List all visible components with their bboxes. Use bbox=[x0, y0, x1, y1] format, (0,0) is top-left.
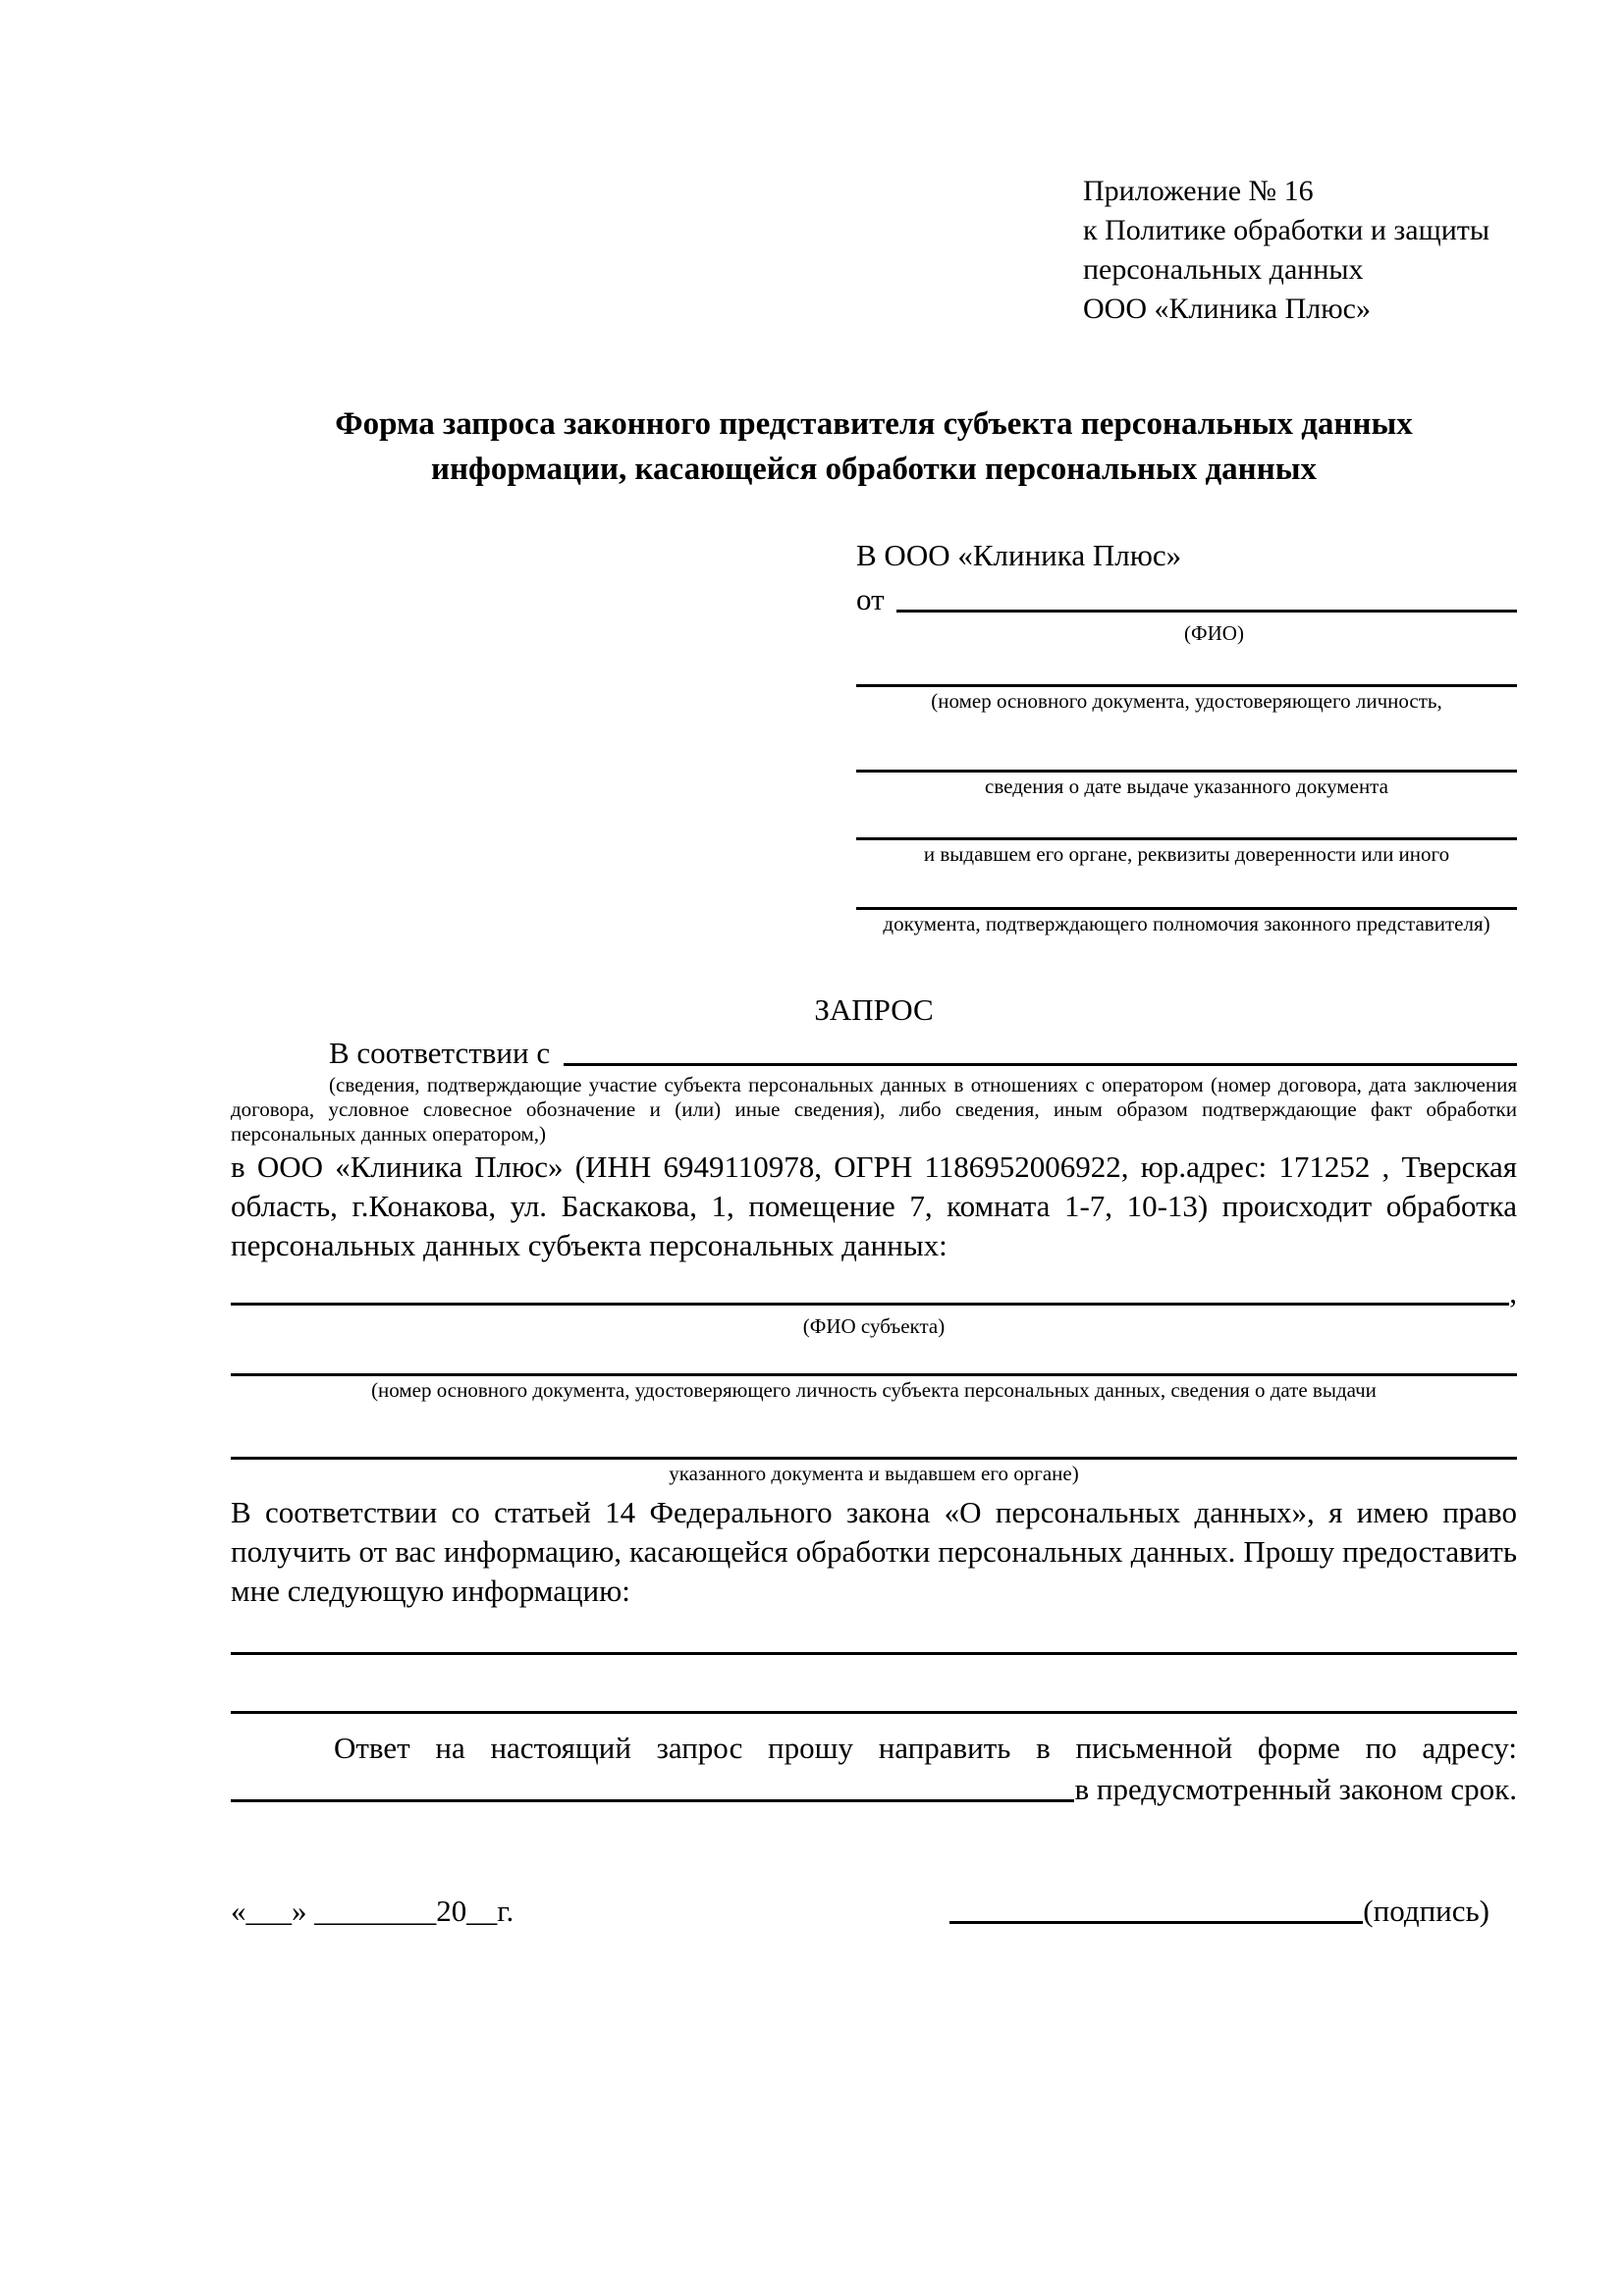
from-row bbox=[856, 580, 1517, 619]
law-paragraph: В соответствии со статьей 14 Федерального закона «О персональных данных», я имею право получить от вас информацию, касающейся обработки персональных данных. Прошу предоставить мне следующую информацию: bbox=[231, 1495, 1517, 1608]
info-blank-line-2 bbox=[231, 1711, 1517, 1714]
address-row bbox=[231, 1770, 1517, 1809]
subject-doc-blank-line-2 bbox=[231, 1457, 1517, 1460]
appendix-line-4: ООО «Клиника Плюс» bbox=[1083, 293, 1371, 325]
signature-group bbox=[949, 1892, 1489, 1931]
appendix-line-1: Приложение № 16 bbox=[1083, 175, 1314, 207]
fio-caption: (ФИО) bbox=[1184, 621, 1244, 645]
fine-print-note: (сведения, подтверждающие участие субъекта персональных данных в отношениях с оператором (номер договора, дата заключения договора, условное словесное обозначение и (или) иные сведения), либо сведения, иным образом подтверждающие факт обработки персональных данных оператором,) bbox=[231, 1073, 1517, 1146]
signature-blank-line bbox=[949, 1921, 1363, 1924]
address-blank-line bbox=[231, 1799, 1074, 1802]
subject-doc-caption-1: (номер основного документа, удостоверяющего личность субъекта персональных данных, сведения о дате выдачи bbox=[371, 1378, 1377, 1402]
info-blank-line-1 bbox=[231, 1652, 1517, 1655]
footer-row bbox=[231, 1892, 1517, 1931]
response-line: Ответ на настоящий запрос прошу направить в письменной форме по адресу: bbox=[334, 1731, 1517, 1765]
from-label: от bbox=[856, 582, 885, 616]
subject-fio-caption: (ФИО субъекта) bbox=[802, 1314, 946, 1338]
id-doc-blank-line-2 bbox=[856, 770, 1517, 773]
accordance-label: В соответствии с bbox=[329, 1036, 551, 1070]
accordance-blank-line bbox=[564, 1063, 1517, 1066]
id-doc-blank-line-3 bbox=[856, 837, 1517, 840]
document-title bbox=[231, 401, 1517, 492]
id-doc-caption-4: документа, подтверждающего полномочия законного представителя) bbox=[883, 912, 1490, 935]
id-doc-blank-line-4 bbox=[856, 907, 1517, 910]
subject-fio-row bbox=[231, 1273, 1517, 1312]
subject-doc-blank-line-1 bbox=[231, 1373, 1517, 1376]
appendix-line-2: к Политике обработки и защиты bbox=[1083, 214, 1490, 246]
id-doc-blank-line-1 bbox=[856, 684, 1517, 687]
document-title-line-2: информации, касающейся обработки персональных данных bbox=[431, 452, 1317, 487]
subject-fio-blank-line bbox=[231, 1303, 1509, 1306]
addressee-to: В ООО «Клиника Плюс» bbox=[856, 538, 1182, 572]
id-doc-caption-1: (номер основного документа, удостоверяющего личность, bbox=[931, 689, 1442, 713]
trailing-comma: , bbox=[1509, 1275, 1517, 1309]
addressee-block bbox=[856, 535, 1517, 935]
accordance-row bbox=[231, 1034, 1517, 1073]
id-doc-caption-2: сведения о дате выдаче указанного документа bbox=[985, 774, 1388, 798]
response-tail: в предусмотренный законом срок. bbox=[1074, 1772, 1517, 1806]
document-title-line-1: Форма запроса законного представителя субъекта персональных данных bbox=[335, 406, 1413, 442]
request-heading: ЗАПРОС bbox=[814, 992, 934, 1027]
id-doc-caption-3: и выдавшем его органе, реквизиты доверенности или иного bbox=[923, 842, 1450, 866]
appendix-line-3: персональных данных bbox=[1083, 253, 1364, 286]
signature-caption: (подпись) bbox=[1363, 1894, 1489, 1928]
operator-paragraph: в ООО «Клиника Плюс» (ИНН 6949110978, ОГРН 1186952006922, юр.адрес: 171252 , Тверская область, г.Конакова, ул. Баскакова, 1, помещение 7, комната 1-7, 10-13) происходит обработка персональных данных субъекта персональных данных: bbox=[231, 1149, 1517, 1262]
date-field: «___» ________20__г. bbox=[231, 1894, 514, 1928]
subject-doc-caption-2: указанного документа и выдавшем его органе) bbox=[669, 1462, 1079, 1485]
appendix-block bbox=[1083, 172, 1517, 329]
fio-blank-line bbox=[896, 610, 1517, 613]
subject-doc-block bbox=[231, 1373, 1517, 1485]
